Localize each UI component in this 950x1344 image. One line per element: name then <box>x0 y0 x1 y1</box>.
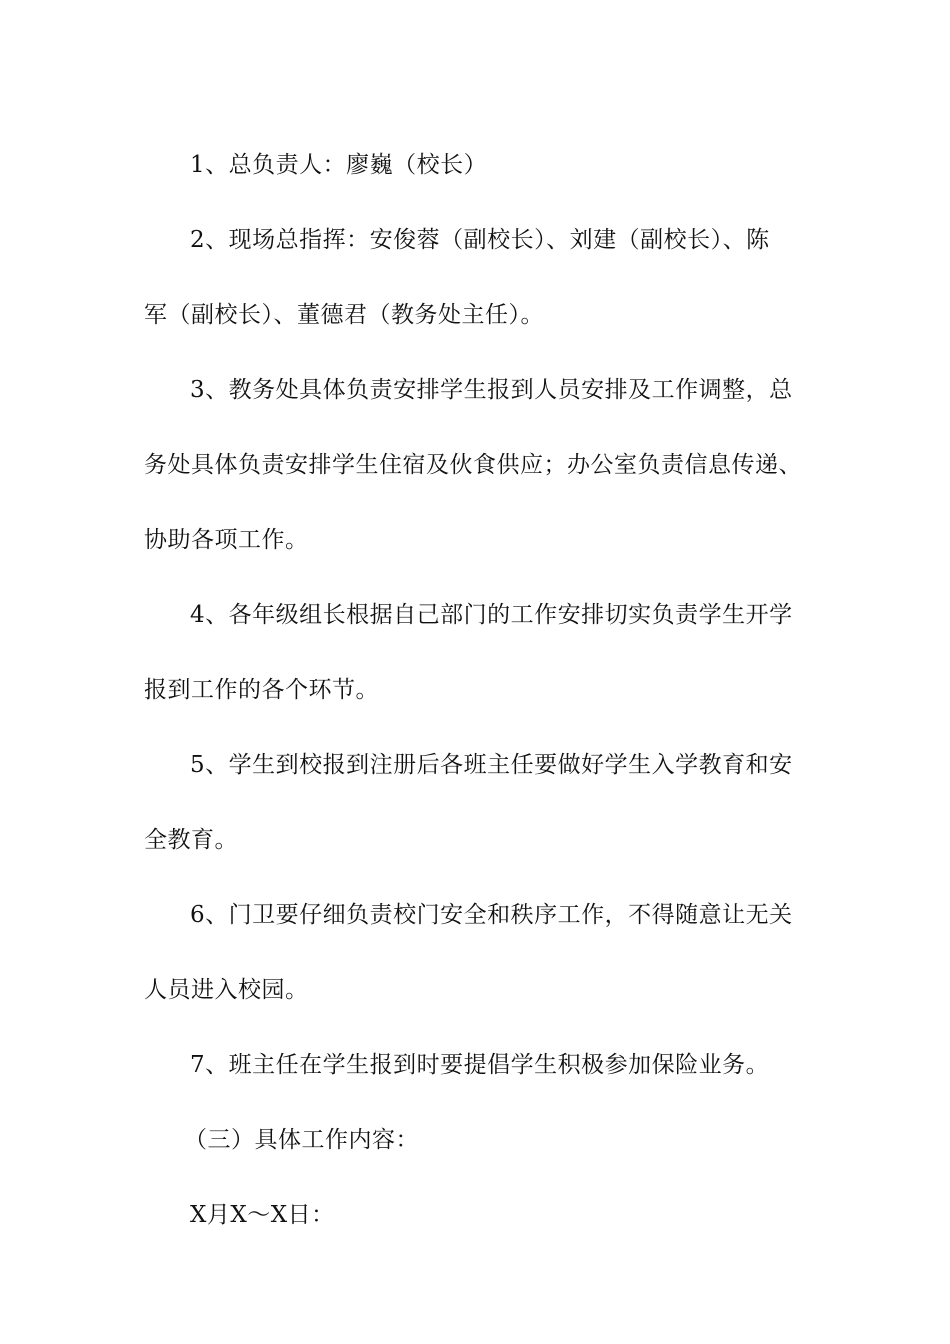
text-line: 6、门卫要仔细负责校门安全和秩序工作，不得随意让无关 <box>190 902 793 928</box>
text-line: 全教育。 <box>144 827 238 853</box>
section-heading <box>144 1103 808 1178</box>
text-line: 5、学生到校报到注册后各班主任要做好学生入学教育和安 <box>190 752 793 778</box>
text-line: 3、教务处具体负责安排学生报到人员安排及工作调整，总 <box>190 377 793 403</box>
paragraph-3 <box>144 353 808 578</box>
document-body <box>144 128 808 1253</box>
text-line: 7、班主任在学生报到时要提倡学生积极参加保险业务。 <box>190 1052 770 1078</box>
paragraph-7 <box>144 1028 808 1103</box>
paragraph-5 <box>144 728 808 878</box>
paragraph-2 <box>144 203 808 353</box>
paragraph-6 <box>144 878 808 1028</box>
text-line: 1、总负责人：廖巍（校长） <box>190 152 488 178</box>
text-line: 人员进入校园。 <box>144 977 309 1003</box>
paragraph-4 <box>144 578 808 728</box>
text-line: 2、现场总指挥：安俊蓉（副校长）、刘建（副校长）、陈 <box>190 227 770 253</box>
text-line: 4、各年级组长根据自己部门的工作安排切实负责学生开学 <box>190 602 793 628</box>
text-line: 报到工作的各个环节。 <box>144 677 379 703</box>
text-line: 协助各项工作。 <box>144 527 309 553</box>
text-line: （三）具体工作内容： <box>184 1127 419 1153</box>
date-heading <box>144 1178 808 1253</box>
text-line: X月X～X日： <box>190 1202 335 1228</box>
paragraph-1 <box>144 128 808 203</box>
text-line: 务处具体负责安排学生住宿及伙食供应；办公室负责信息传递、 <box>144 452 802 478</box>
text-line: 军（副校长）、董德君（教务处主任）。 <box>144 302 544 328</box>
